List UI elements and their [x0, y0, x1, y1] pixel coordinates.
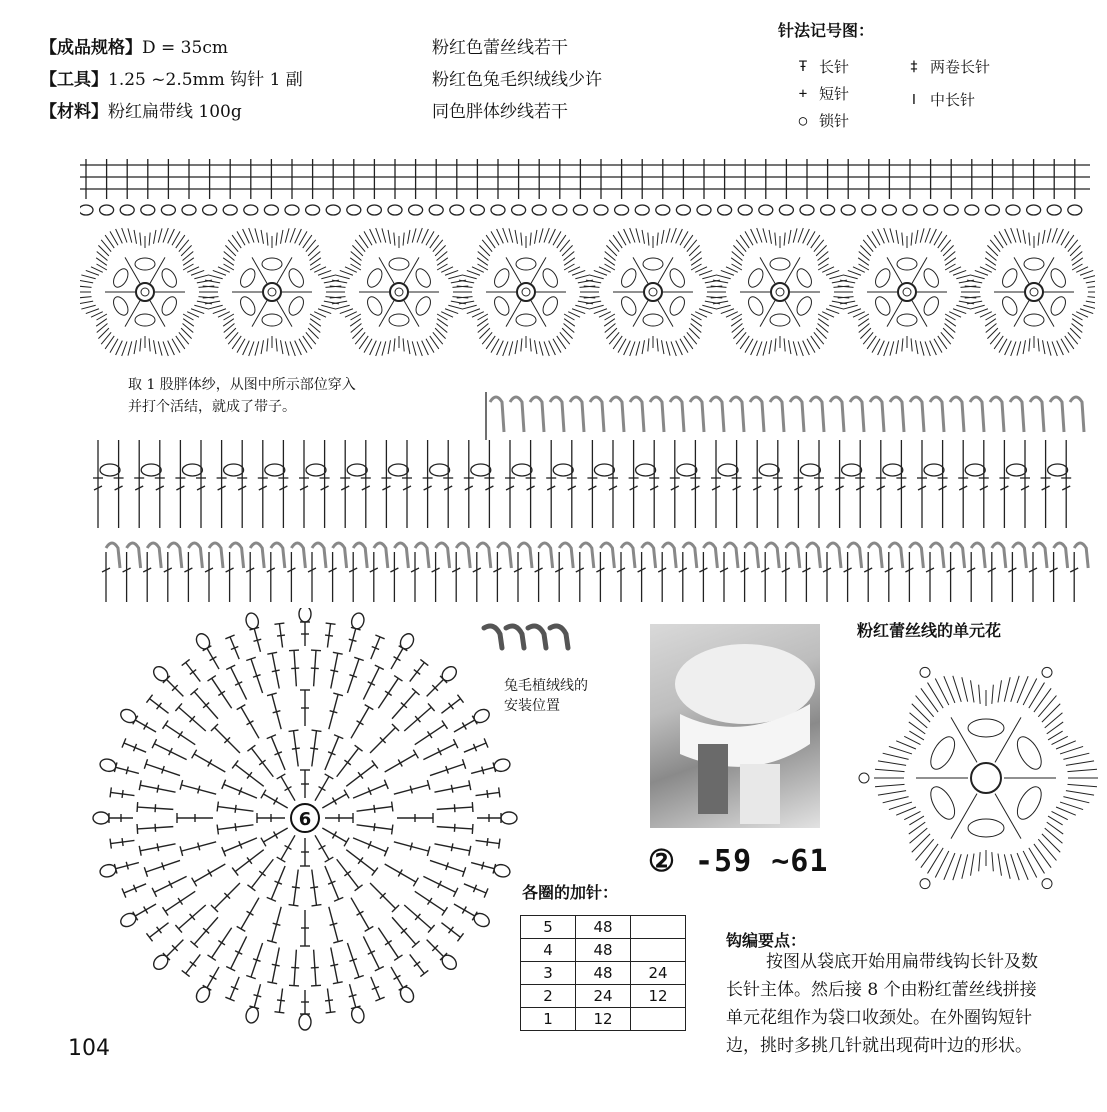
legend-item-chain: ○ 锁针	[795, 110, 849, 131]
legend-title: 针法记号图：	[778, 21, 875, 40]
table-row: 5 48	[521, 916, 686, 939]
page-number: 104	[68, 1036, 110, 1061]
legend-item-half-double: Ⅰ 中长针	[906, 89, 990, 110]
table-row: 1 12	[521, 1008, 686, 1031]
flower-unit-title: 粉红蕾丝线的单元花	[857, 621, 1002, 640]
legend-item-double-crochet: Ŧ 长针	[795, 56, 849, 77]
spec-material: 【材料】粉红扁带线 100g	[40, 102, 242, 122]
legend-item-single-crochet: + 短针	[795, 83, 849, 104]
tips-title: 钩编要点：	[726, 931, 807, 950]
spec-size: 【成品规格】D = 35cm	[40, 38, 228, 58]
legend-item-double-treble: ‡ 两卷长针	[906, 56, 990, 77]
flower-unit-diagram	[858, 640, 1098, 915]
double-crochet-icon: Ŧ	[798, 58, 808, 75]
spec-tools: 【工具】1.25 ~2.5mm 钩针 1 副	[40, 70, 303, 90]
legend-left	[795, 56, 849, 131]
flower-row	[80, 222, 1095, 362]
legend-right	[906, 56, 990, 110]
increase-table	[520, 915, 686, 1031]
spec-block	[40, 32, 303, 128]
material-line: 粉红色兔毛织绒线少许	[432, 70, 602, 90]
rabbit-note: 兔毛植绒线的 安装位置	[504, 678, 588, 714]
tips-body: 按图从袋底开始用扁带线钩长针及数 长针主体。然后接 8 个由粉红蕾丝线拼接 单元花组作为袋口收颈处。在外圈钩短针 边，挑时多挑几针就出现荷叶边的形状。	[726, 952, 1038, 1056]
material-line: 粉红色蕾丝线若干	[432, 38, 568, 58]
materials-extra	[432, 32, 602, 128]
material-line: 同色胖体纱线若干	[432, 102, 568, 122]
double-treble-icon: ‡	[909, 58, 919, 75]
pattern-code: ② -59 ~61	[648, 844, 829, 879]
table-row: 2 24 12	[521, 985, 686, 1008]
rabbit-fur-icon	[478, 620, 578, 660]
single-crochet-icon: +	[798, 85, 808, 102]
half-double-icon: Ⅰ	[911, 91, 917, 108]
increase-title: 各圈的加针：	[522, 883, 619, 902]
top-edge-band	[80, 155, 1090, 225]
stitch-rows	[80, 380, 1090, 610]
table-row: 4 48	[521, 939, 686, 962]
product-photo	[650, 624, 820, 828]
chain-icon: ○	[798, 112, 808, 129]
table-row: 3 48 24	[521, 962, 686, 985]
ribbon-note: 取 1 股胖体纱，从图中所示部位穿入 并打个活结，就成了带子。	[128, 377, 356, 415]
base-radial-diagram	[85, 608, 525, 1038]
center-label: 6	[298, 809, 312, 830]
